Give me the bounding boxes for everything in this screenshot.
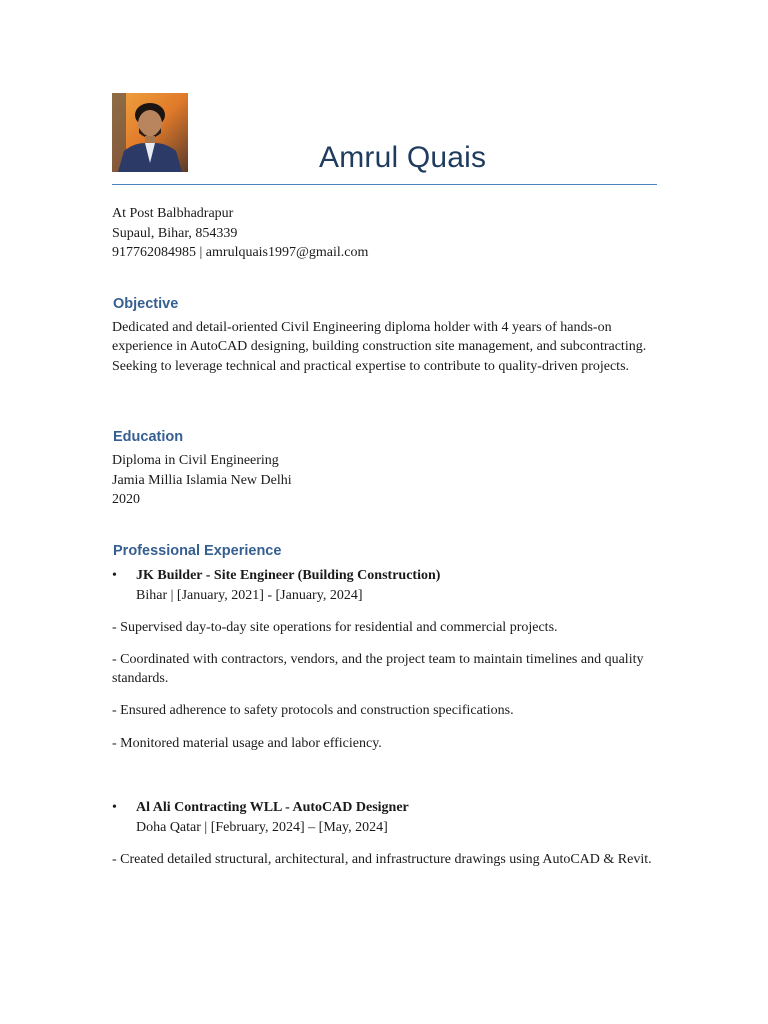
job-responsibility: - Created detailed structural, architectural, and infrastructure drawings using AutoCAD & Revit. [112, 852, 652, 867]
education-heading: Education [113, 429, 184, 445]
job-responsibility: - Ensured adherence to safety protocols and construction specifications. [112, 703, 514, 718]
job-location-dates: Bihar | [January, 2021] - [January, 2024] [136, 588, 363, 603]
job-title: Al Ali Contracting WLL - AutoCAD Designer [136, 800, 409, 815]
objective-heading: Objective [113, 296, 179, 312]
bullet-icon: • [112, 800, 117, 815]
portrait-image [112, 93, 188, 172]
job-location-dates: Doha Qatar | [February, 2024] – [May, 2024] [136, 820, 388, 835]
phone-email: 917762084985 | amrulquais1997@gmail.com [112, 245, 369, 260]
address-line-2: Supaul, Bihar, 854339 [112, 225, 238, 241]
profile-photo [112, 93, 188, 172]
bullet-icon: • [112, 568, 117, 583]
education-block [112, 451, 652, 510]
candidate-name: Amrul Quais [319, 141, 487, 174]
job-title: JK Builder - Site Engineer (Building Construction) [136, 568, 441, 583]
job-responsibility: - Coordinated with contractors, vendors, and the project team to maintain timelines and quality standards. [112, 652, 644, 686]
contact-block [112, 204, 652, 263]
education-degree: Diploma in Civil Engineering [112, 453, 279, 468]
objective-text: Dedicated and detail-oriented Civil Engineering diploma holder with 4 years of hands-on experience in AutoCAD designing, building construction site management, and subcontracting. Seeking to leverage technical and practical expertise to contribute to quality-driven projects. [112, 320, 647, 374]
education-institution: Jamia Millia Islamia New Delhi [112, 472, 292, 488]
job-responsibility: - Supervised day-to-day site operations for residential and commercial projects. [112, 620, 558, 635]
header-divider [112, 184, 657, 185]
job-responsibility: - Monitored material usage and labor efficiency. [112, 736, 382, 751]
address-line-1: At Post Balbhadrapur [112, 206, 234, 221]
education-year: 2020 [112, 492, 140, 507]
experience-heading: Professional Experience [113, 543, 282, 559]
